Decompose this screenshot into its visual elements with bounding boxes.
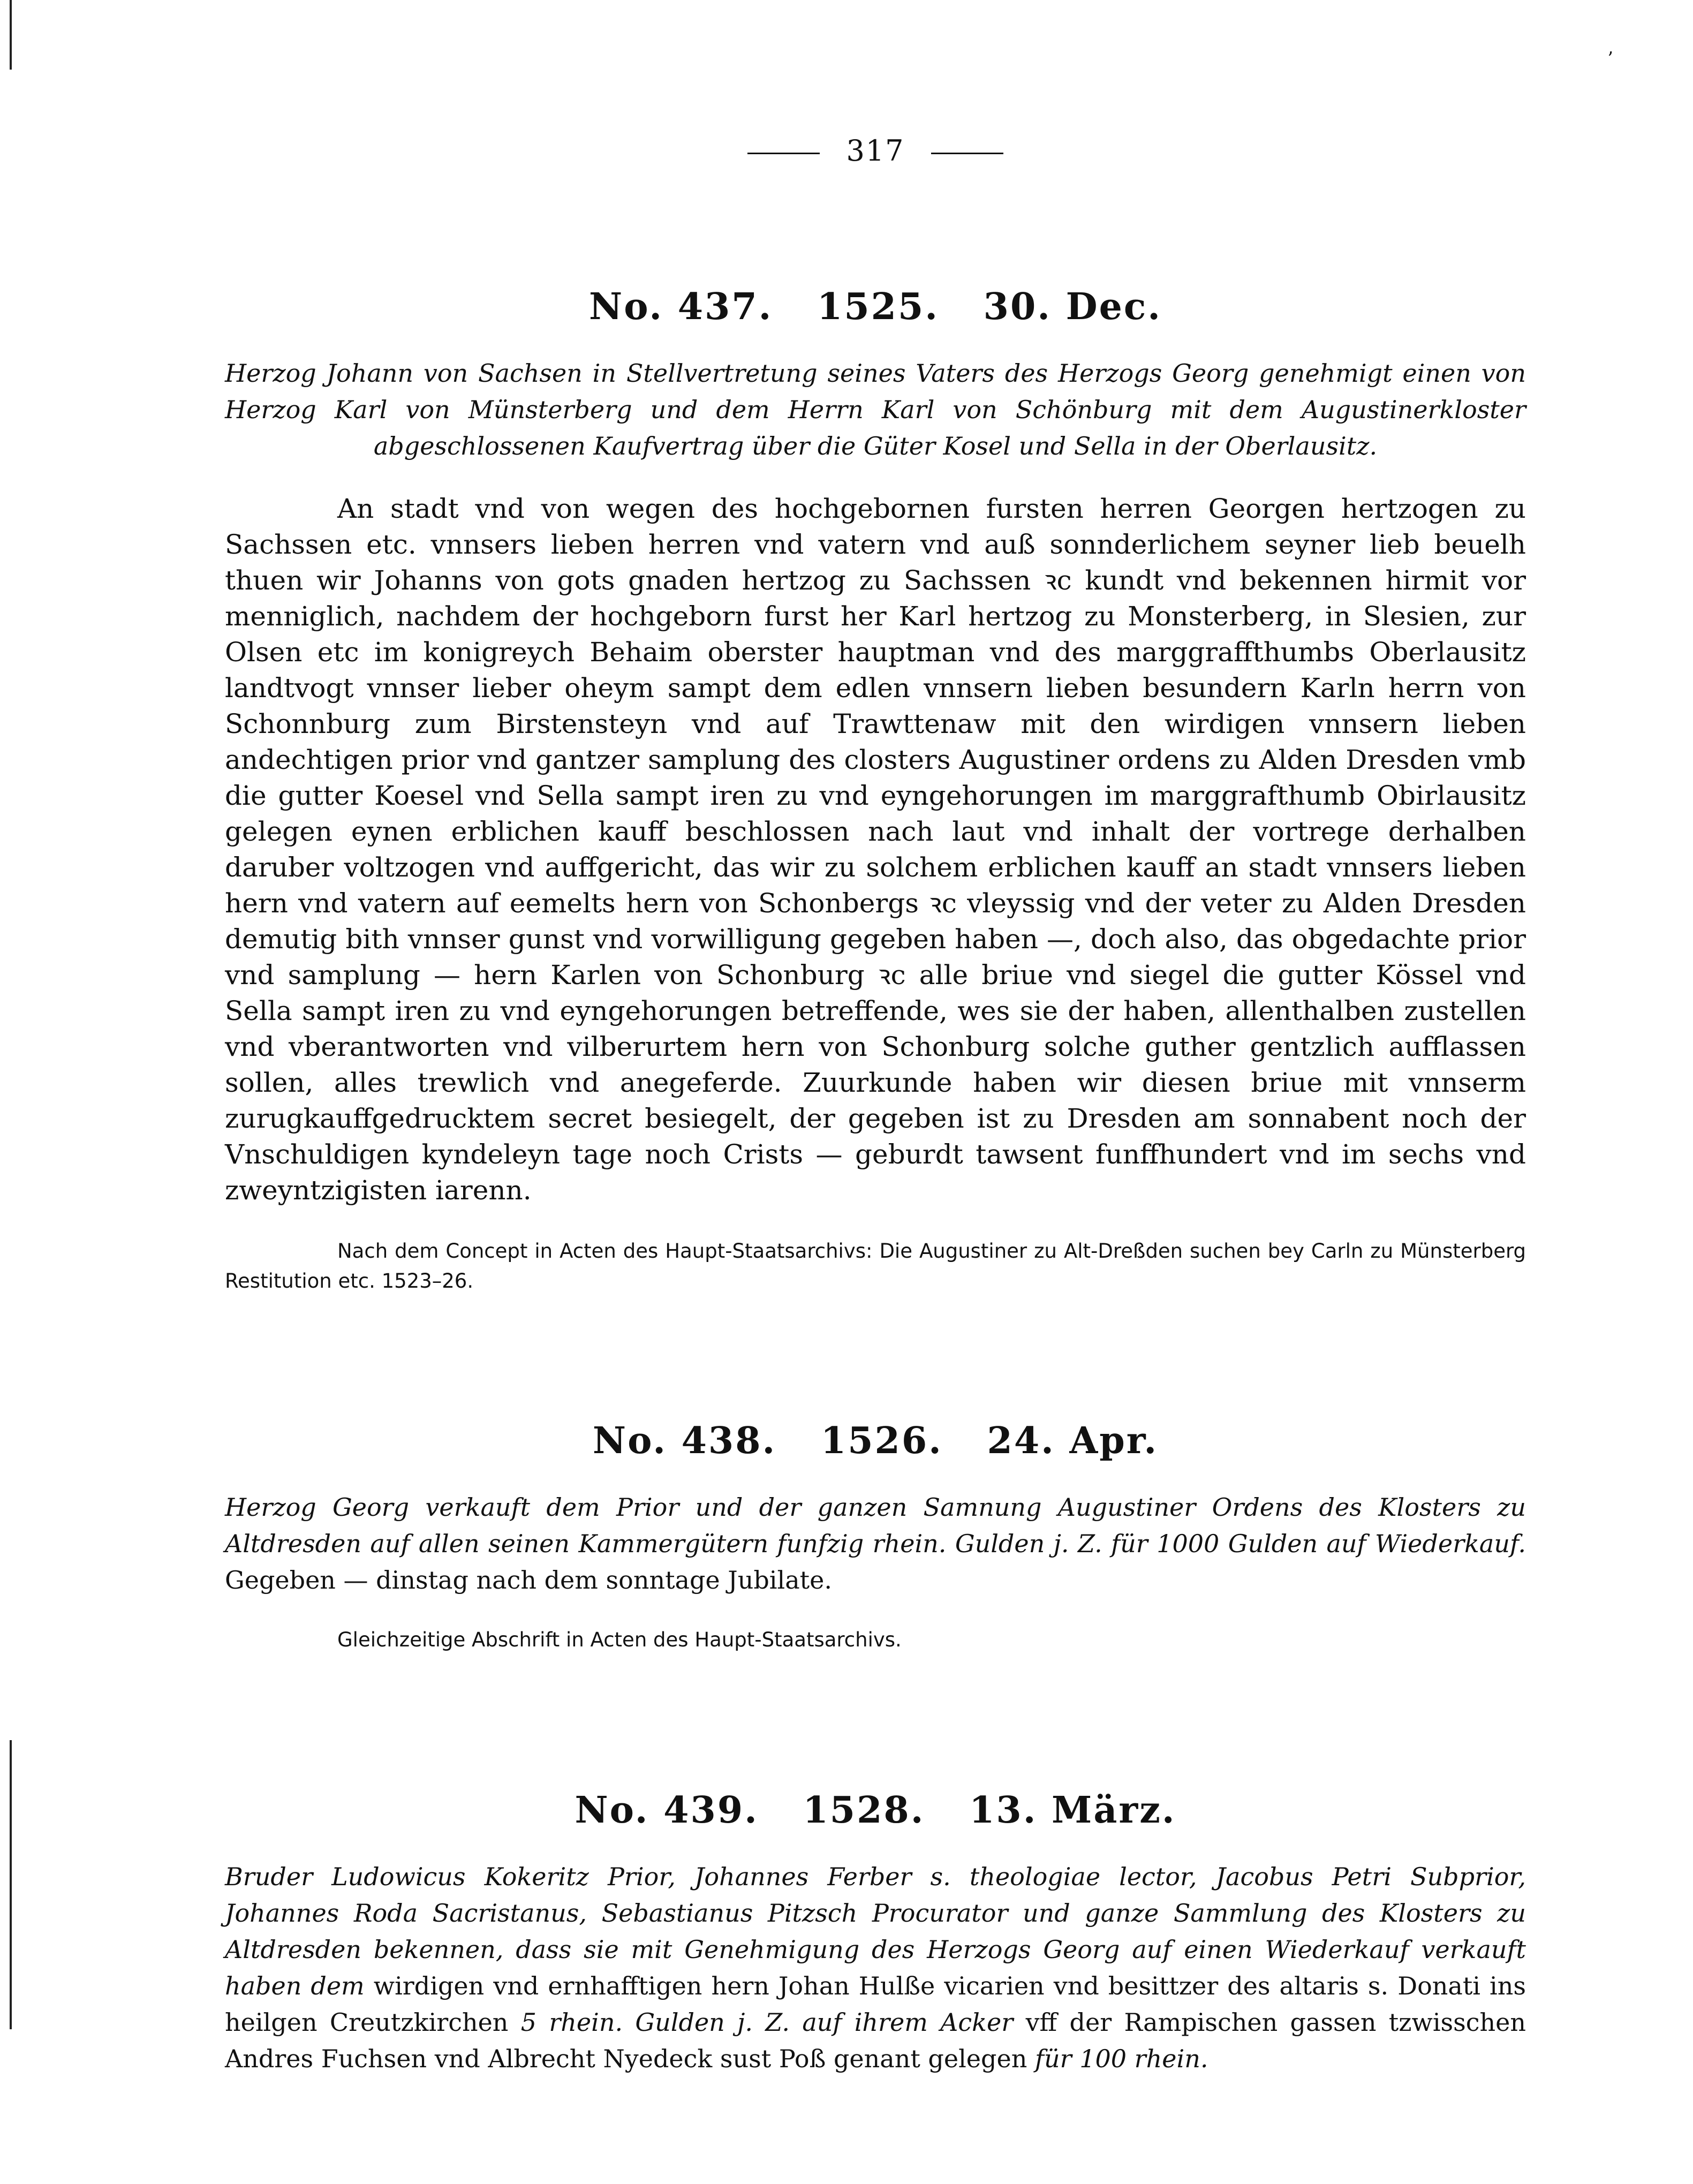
entry-heading	[225, 1789, 1526, 1832]
entry-date: 24. Apr.	[987, 1419, 1159, 1462]
entry-regest	[225, 1489, 1526, 1598]
scan-margin-line-bottom	[10, 1740, 12, 2029]
entry-regest	[225, 1858, 1526, 2077]
entry-438	[225, 1419, 1526, 1655]
regest-italic-part-1: Bruder Ludowicus Kokeritz Prior, Johannes Ferber s. theologiae lector, Jacobus Petri Subprior, Johannes Roda Sacristanus, Sebastianus Pitzsch Procurator und ganze Sammlung des Klosters zu Altdresden bekennen, dass sie mit Genehmigung des Herzogs Georg auf einen Wiederkauf verkauft haben dem	[225, 1862, 1526, 2000]
entry-439	[225, 1789, 1526, 2077]
scan-speck: ʼ	[1607, 48, 1613, 70]
entry-437	[225, 285, 1526, 1296]
page-number-right-rule	[931, 153, 1003, 154]
entry-heading	[225, 285, 1526, 328]
scan-margin-line-top	[10, 0, 12, 70]
entry-text: An stadt vnd von wegen des hochgebornen fursten herren Georgen hertzogen zu Sachssen etc. vnnsers lieben herren vnd vatern vnd auß sonnderlichem seyner lieb beuelh thuen wir Johanns von gots gnaden hertzog zu Sachssen ꝛc kundt vnd bekennen hirmit vor menniglich, nachdem der hochgeborn furst her Karl hertzog zu Monsterberg, in Slesien, zur Olsen etc im konigreych Behaim oberster hauptman vnd des marggraffthumbs Oberlausitz landtvogt vnnser lieber oheym sampt dem edlen vnnsern lieben besundern Karln herrn von Schonnburg zum Birstensteyn vnd auf Trawttenaw mit den wirdigen vnnsern lieben andechtigen prior vnd gantzer samplung des closters Augustiner ordens zu Alden Dresden vmb die gutter Koesel vnd Sella sampt iren zu vnd eyngehorungen im marggrafthumb Obirlausitz gelegen eynen erblichen kauff beschlossen nach laut vnd inhalt der vortrege derhalben daruber voltzogen vnd auffgericht, das wir zu solchem erblichen kauff an stadt vnnsers lieben hern vnd vatern auf eemelts hern von Schonbergs ꝛc vleyssig vnd der veter zu Alden Dresden demutig bith vnnser gunst vnd vorwilligung gegeben haben —, doch also, das obgedachte prior vnd samplung — hern Karlen von Schonburg ꝛc alle briue vnd siegel die gutter Kössel vnd Sella sampt iren zu vnd eyngehorungen betreffende, wes sie der haben, allenthalben zustellen vnd vberantworten vnd vilberurtem hern von Schonburg solche guther gentzlich aufflassen sollen, alles trewlich vnd anegeferde. Zuurkunde haben wir diesen briue mit vnnserm zurugkauffgedrucktem secret besiegelt, der gegeben ist zu Dresden am sonnabent noch der Vnschuldigen kyndeleyn tage noch Crists — geburdt tawsent funffhundert vnd im sechs vnd zweyntzigisten iarenn.	[225, 493, 1526, 1206]
page-number-header	[225, 134, 1526, 168]
entry-year: 1525.	[817, 285, 939, 328]
page-number: 317	[846, 134, 905, 168]
entry-year: 1528.	[803, 1789, 925, 1832]
regest-italic: Herzog Georg verkauft dem Prior und der ganzen Samnung Augustiner Ordens des Klosters zu Altdresden auf allen seinen Kammergütern funfzig rhein. Gulden j. Z. für 1000 Gulden auf Wiederkauf.	[225, 1493, 1526, 1558]
regest-roman: Gegeben — dinstag nach dem sonntage Jubilate.	[225, 1566, 832, 1594]
entry-regest: Herzog Johann von Sachsen in Stellvertretung seines Vaters des Herzogs Georg genehmigt einen von Herzog Karl von Münsterberg und dem Herrn Karl von Schönburg mit dem Augustinerkloster abgeschlossenen Kaufvertrag über die Güter Kosel und Sella in der Oberlausitz.	[225, 359, 1526, 460]
entry-year: 1526.	[820, 1419, 943, 1462]
entry-number: No. 438.	[592, 1419, 777, 1462]
regest-roman-part-2: vff der Rampischen gassen tzwisschen Andres Fuchsen vnd Albrecht Nyedeck sust Poß genant gelegen	[225, 2008, 1526, 2073]
regest-italic-part-3: für 100 rhein.	[1034, 2044, 1208, 2073]
page-number-left-rule	[747, 153, 820, 154]
entry-number: No. 437.	[589, 285, 773, 328]
regest-roman-part-1: wirdigen vnd ernhafftigen hern Johan Hulße vicarien vnd besittzer des altaris s. Donati ins heilgen Creutzkirchen	[225, 1971, 1526, 2037]
entry-source-note: Nach dem Concept in Acten des Haupt-Staatsarchivs: Die Augustiner zu Alt-Dreßden suchen bey Carln zu Münsterberg Restitution etc. 1523–26.	[225, 1240, 1526, 1293]
entry-date: 30. Dec.	[983, 285, 1162, 328]
entry-date: 13. März.	[969, 1789, 1176, 1832]
document-page	[225, 134, 1526, 2104]
regest-italic-part-2: 5 rhein. Gulden j. Z. auf ihrem Acker	[520, 2008, 1014, 2037]
entry-number: No. 439.	[575, 1789, 759, 1832]
entry-source-note: Gleichzeitige Abschrift in Acten des Haupt-Staatsarchivs.	[337, 1628, 902, 1651]
entry-heading	[225, 1419, 1526, 1462]
